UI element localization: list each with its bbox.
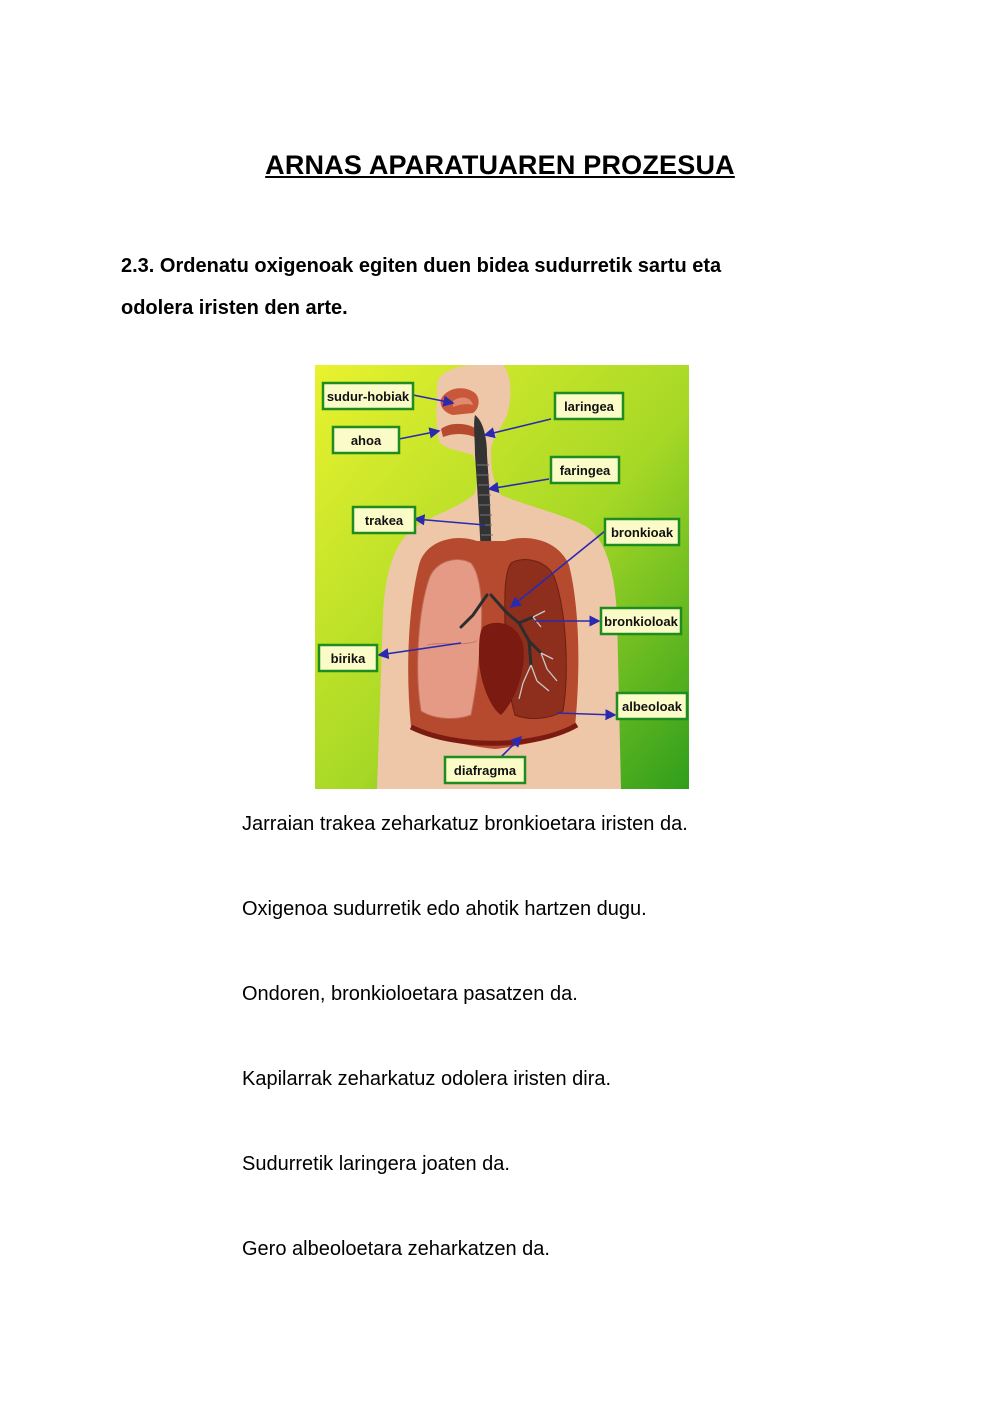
label-text: bronkioak (610, 525, 674, 540)
label-bronkioak (605, 519, 679, 545)
label-text: laringea (564, 399, 614, 414)
left-lung (418, 560, 482, 719)
instruction-line-2: odolera iristen den arte. (121, 297, 348, 319)
label-albeoloak (617, 693, 687, 719)
label-text: faringea (559, 463, 611, 478)
label-laringea (555, 393, 623, 419)
label-trakea (353, 507, 415, 533)
page-title: ARNAS APARATUAREN PROZESUA (265, 150, 735, 180)
sentence-item[interactable]: Sudurretik laringera joaten da. (242, 1153, 510, 1175)
sentence-item[interactable]: Oxigenoa sudurretik edo ahotik hartzen dugu. (242, 898, 647, 920)
instruction-line-1: 2.3. Ordenatu oxigenoak egiten duen bidea sudurretik sartu eta (121, 255, 722, 277)
sentence-item[interactable]: Jarraian trakea zeharkatuz bronkioetara iristen da. (242, 813, 688, 835)
label-text: ahoa (350, 433, 382, 448)
label-birika (319, 645, 377, 671)
label-text: diafragma (453, 763, 517, 778)
label-bronkioloak (601, 608, 681, 634)
respiratory-system-figure (315, 365, 689, 789)
label-ahoa (333, 427, 399, 453)
label-text: sudur-hobiak (326, 389, 410, 404)
label-text: albeoloak (622, 699, 682, 714)
label-text: bronkioloak (604, 614, 678, 629)
label-text: trakea (364, 513, 404, 528)
label-faringea (551, 457, 619, 483)
label-sudur-hobiak (323, 383, 413, 409)
label-text: birika (330, 651, 366, 666)
sentence-item[interactable]: Gero albeoloetara zeharkatzen da. (242, 1238, 550, 1260)
sentence-item[interactable]: Ondoren, bronkioloetara pasatzen da. (242, 983, 578, 1005)
sentence-item[interactable]: Kapilarrak zeharkatuz odolera iristen dira. (242, 1068, 612, 1090)
respiratory-diagram (315, 365, 689, 789)
label-diafragma (445, 757, 525, 783)
